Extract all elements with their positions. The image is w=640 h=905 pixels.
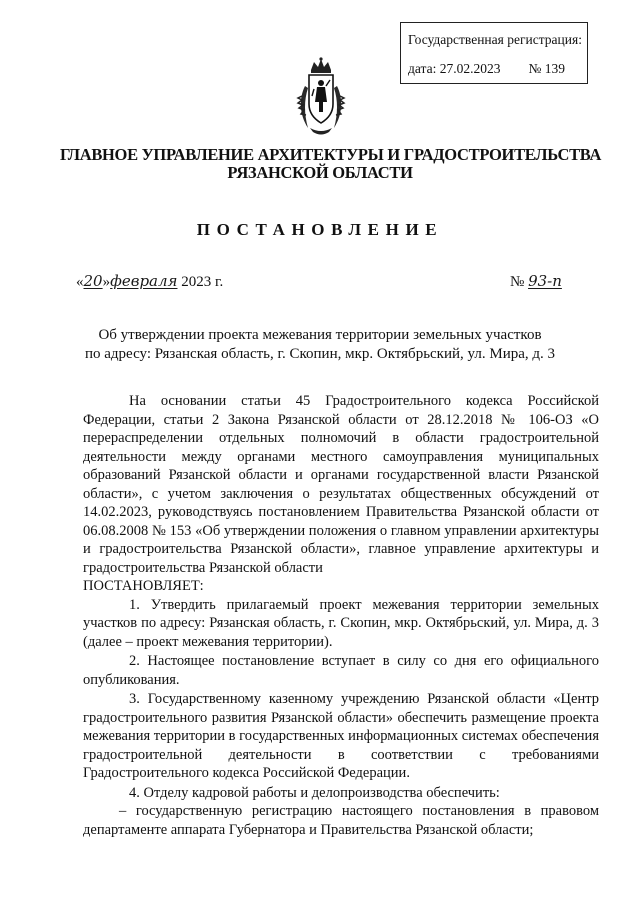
body-preamble: На основании статьи 45 Градостроительного кодекса Российской Федерации, статьи 2 Закона Рязанской области от 28.12.2018 № 106-ОЗ «О перераспределении отдельных полномочий в области градостроительной деятельности между органами местного самоуправления муниципальных образований Рязанской области и органами государственной власти Рязанской области», с учетом заключения о результатах общественных обсуждений от 14.02.2023, руководствуясь постановлением Правительства Рязанской области от 06.08.2008 № 153 «Об утверждении положения о главном управлении архитектуры и градостроительства Рязанской области», главное управление архитектуры и градостроительства Рязанской области <box>83 393 599 576</box>
registration-title: Государственная регистрация: <box>408 32 582 47</box>
document-number <box>510 272 562 291</box>
body-item-4: 4. Отделу кадровой работы и делопроизводства обеспечить: <box>129 784 500 801</box>
registration-stamp <box>400 22 588 84</box>
body-subitem-registration: – государственную регистрацию настоящего постановления в правовом департаменте аппарата Губернатора и Правительства Рязанской области; <box>83 803 599 838</box>
body-item-1: 1. Утвердить прилагаемый проект межевания территории земельных участков по адресу: Рязанская область, г. Скопин, мкр. Октябрьский, ул. Мира, д. 3 (далее – проект межевания территории). <box>83 596 599 650</box>
document-body <box>83 392 599 839</box>
date-close-quote: » <box>102 274 111 290</box>
number-handwritten: 93-п <box>528 272 562 290</box>
body-item-3: 3. Государственному казенному учреждению Рязанской области «Центр градостроительного развития Рязанской области» обеспечить размещение проекта межевания территории в государственных информационных системах обеспечения градостроительной деятельности в соответствии с требованиями Градостроительного кодекса Российской Федерации. <box>83 691 599 781</box>
document-type-title: ПОСТАНОВЛЕНИЕ <box>196 220 444 239</box>
document-subject <box>60 326 580 364</box>
document-date <box>76 272 223 291</box>
date-day-handwritten: 20 <box>83 272 103 290</box>
registration-number: № 139 <box>528 61 565 76</box>
ryazan-coat-of-arms-icon <box>296 56 346 138</box>
body-decree-word: ПОСТАНОВЛЯЕТ: <box>83 578 204 594</box>
registration-date: дата: 27.02.2023 <box>408 61 501 76</box>
date-year: 2023 г. <box>181 274 224 290</box>
agency-name-line2: РЯЗАНСКОЙ ОБЛАСТИ <box>227 163 413 182</box>
number-prefix: № <box>510 274 525 290</box>
date-month-handwritten: февраля <box>110 272 178 290</box>
date-open-quote: « <box>76 274 84 290</box>
agency-name <box>60 145 602 182</box>
subject-line2: по адресу: Рязанская область, г. Скопин, мкр. Октябрьский, ул. Мира, д. 3 <box>84 346 556 362</box>
subject-line1: Об утверждении проекта межевания территории земельных участков <box>98 327 542 343</box>
agency-name-line1: ГЛАВНОЕ УПРАВЛЕНИЕ АРХИТЕКТУРЫ И ГРАДОСТРОИТЕЛЬСТВА <box>60 145 602 164</box>
body-item-2: 2. Настоящее постановление вступает в силу со дня его официального опубликования. <box>83 653 599 688</box>
